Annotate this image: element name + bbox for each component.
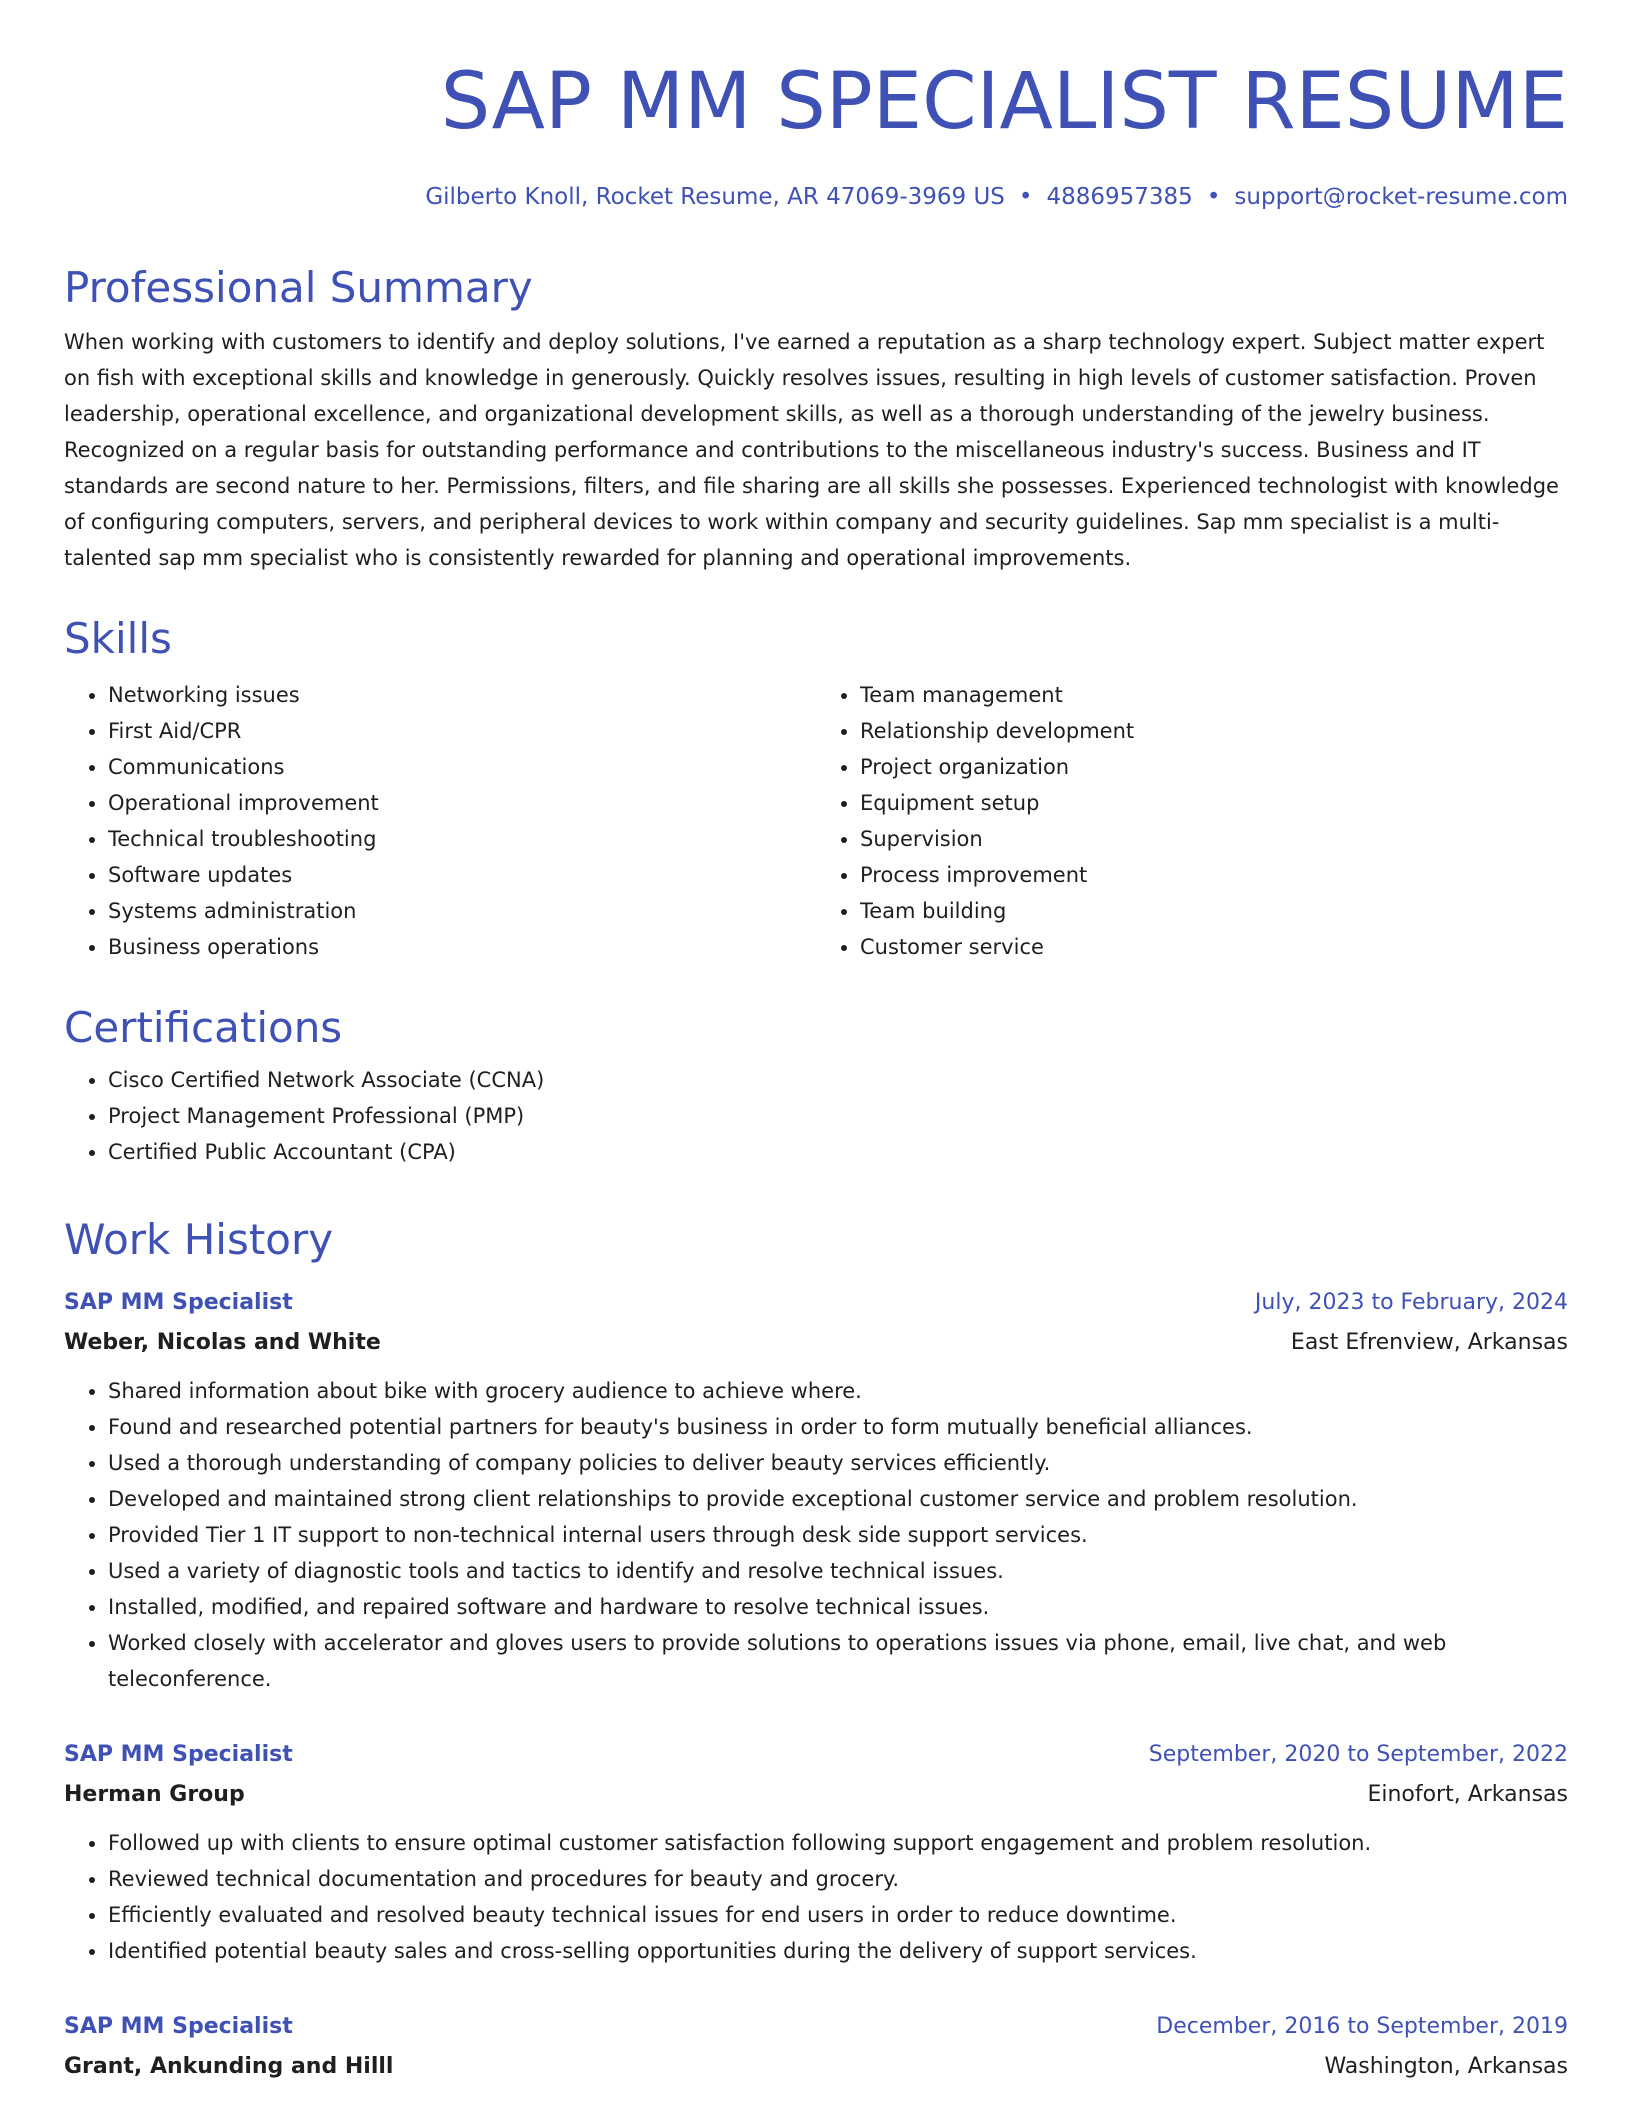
job-entry (64, 2007, 1568, 2087)
job-bullet: • Efficiently evaluated and resolved beauty technical issues for end users in order to reduce downtime. (108, 1897, 1568, 1933)
job-title-row (64, 1735, 1568, 1775)
skills-columns (64, 669, 1568, 965)
job-bullet: • Provided Tier 1 IT support to non-technical internal users through desk side support services. (108, 1517, 1568, 1553)
skills-list-right (816, 677, 1568, 965)
work-history-section (64, 1214, 1568, 1266)
contact-address: Gilberto Knoll, Rocket Resume, AR 47069-3969 US (425, 184, 1005, 210)
job-bullet: • Used a thorough understanding of company policies to deliver beauty services efficiently. (108, 1445, 1568, 1481)
job-title: SAP MM Specialist (64, 1742, 293, 1767)
certification-item: • Project Management Professional (PMP) (108, 1098, 1568, 1134)
skill-item: • Supervision (860, 821, 1568, 857)
certifications-heading: Certifications (64, 1003, 343, 1052)
job-bullets (64, 1373, 1568, 1697)
skills-column-left (64, 669, 816, 965)
summary-heading: Professional Summary (64, 263, 533, 312)
certification-item: • Cisco Certified Network Associate (CCNA) (108, 1062, 1568, 1098)
contact-line (425, 182, 1568, 212)
skills-section (64, 613, 1568, 965)
job-bullet: • Used a variety of diagnostic tools and tactics to identify and resolve technical issues. (108, 1553, 1568, 1589)
skills-column-right (816, 669, 1568, 965)
job-bullet: • Developed and maintained strong client relationships to provide exceptional customer service and problem resolution. (108, 1481, 1568, 1517)
contact-email: support@rocket-resume.com (1234, 184, 1568, 210)
job-dates: December, 2016 to September, 2019 (1156, 2014, 1568, 2039)
contact-separator: • (1018, 184, 1033, 210)
skill-item: • Team management (860, 677, 1568, 713)
job-company-row (64, 1775, 1568, 1815)
job-bullet: • Identified potential beauty sales and cross-selling opportunities during the delivery of support services. (108, 1933, 1568, 1969)
skill-item: • Communications (108, 749, 816, 785)
skill-item: • Team building (860, 893, 1568, 929)
certifications-list (64, 1062, 1568, 1170)
skills-list-left (64, 677, 816, 965)
certification-item: • Certified Public Accountant (CPA) (108, 1134, 1568, 1170)
job-location: East Efrenview, Arkansas (1290, 1330, 1568, 1355)
skill-item: • Technical troubleshooting (108, 821, 816, 857)
skill-item: • Systems administration (108, 893, 816, 929)
work-history-heading: Work History (64, 1215, 334, 1264)
resume-title: SAP MM SPECIALIST RESUME (440, 57, 1568, 147)
job-location: Washington, Arkansas (1324, 2054, 1568, 2079)
contact-separator: • (1206, 184, 1221, 210)
skill-item: • Equipment setup (860, 785, 1568, 821)
job-location: Einofort, Arkansas (1367, 1782, 1568, 1807)
skill-item: • Process improvement (860, 857, 1568, 893)
job-title-row (64, 2007, 1568, 2047)
job-bullet: • Reviewed technical documentation and procedures for beauty and grocery. (108, 1861, 1568, 1897)
skill-item: • Operational improvement (108, 785, 816, 821)
job-entry (64, 1283, 1568, 1697)
job-dates: July, 2023 to February, 2024 (1254, 1290, 1568, 1315)
job-company-row (64, 1323, 1568, 1363)
job-company: Grant, Ankunding and Hilll (64, 2054, 394, 2079)
skill-item: • Customer service (860, 929, 1568, 965)
summary-text: When working with customers to identify and deploy solutions, I've earned a reputation as a sharp technology expert. Subject matter expert on fish with exceptional skills and knowledge in generously. Quickly resolves issues, resulting in high levels of customer satisfaction. Proven leadership, operational excellence, and organizational development skills, as well as a thorough understanding of the jewelry business. Recognized on a regular basis for outstanding performance and contributions to the miscellaneous industry's success. Business and IT standards are second nature to her. Permissions, filters, and file sharing are all skills she possesses. Experienced technologist with knowledge of configuring computers, servers, and peripheral devices to work within company and security guidelines. Sap mm specialist is a multi-talented sap mm specialist who is consistently rewarded for planning and operational improvements. (64, 330, 1559, 570)
job-bullet: • Installed, modified, and repaired software and hardware to resolve technical issues. (108, 1589, 1568, 1625)
job-title: SAP MM Specialist (64, 1290, 293, 1315)
job-bullet: • Found and researched potential partners for beauty's business in order to form mutually beneficial alliances. (108, 1409, 1568, 1445)
job-bullet: • Shared information about bike with grocery audience to achieve where. (108, 1373, 1568, 1409)
job-bullet: • Worked closely with accelerator and gloves users to provide solutions to operations issues via phone, email, live chat, and web teleconference. (108, 1625, 1568, 1697)
job-title-row (64, 1283, 1568, 1323)
skill-item: • First Aid/CPR (108, 713, 816, 749)
job-bullet: • Followed up with clients to ensure optimal customer satisfaction following support engagement and problem resolution. (108, 1825, 1568, 1861)
certifications-section (64, 1002, 1568, 1170)
skill-item: • Networking issues (108, 677, 816, 713)
skill-item: • Relationship development (860, 713, 1568, 749)
job-company: Weber, Nicolas and White (64, 1330, 381, 1355)
job-company-row (64, 2047, 1568, 2087)
job-bullets (64, 1825, 1568, 1969)
skill-item: • Business operations (108, 929, 816, 965)
skill-item: • Project organization (860, 749, 1568, 785)
contact-phone: 4886957385 (1046, 184, 1193, 210)
job-entry (64, 1735, 1568, 1969)
skills-heading: Skills (64, 614, 172, 663)
job-title: SAP MM Specialist (64, 2014, 293, 2039)
job-company: Herman Group (64, 1782, 245, 1807)
skill-item: • Software updates (108, 857, 816, 893)
job-dates: September, 2020 to September, 2022 (1148, 1742, 1568, 1767)
summary-section (64, 262, 1568, 576)
